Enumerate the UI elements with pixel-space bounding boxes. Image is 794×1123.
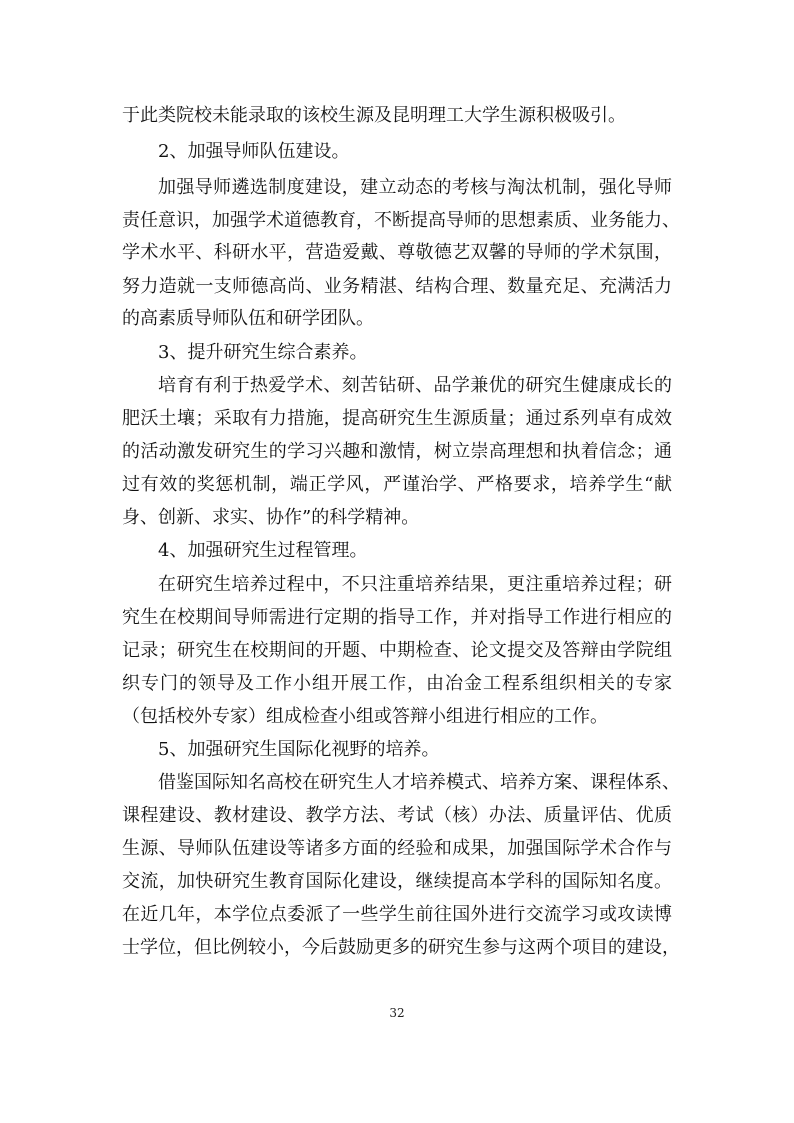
text-line: 借鉴国际知名高校在研究生人才培养模式、培养方案、课程体系、 <box>158 772 680 793</box>
text-line: 生源、导师队伍建设等诸多方面的经验和成果，加强国际学术合作与 <box>122 838 672 859</box>
text-line: 在近几年，本学位点委派了一些学生前往国外进行交流学习或攻读博 <box>122 904 672 925</box>
text-line: 究生在校期间导师需进行定期的指导工作，并对指导工作进行相应的 <box>122 607 672 628</box>
text-line: （包括校外专家）组成检查小组或答辩小组进行相应的工作。 <box>122 706 608 727</box>
text-line: 在研究生培养过程中，不只注重培养结果，更注重培养过程；研 <box>158 574 672 595</box>
text-line: 学术水平、科研水平，营造爱戴、尊敬德艺双馨的导师的学术氛围， <box>122 242 672 263</box>
section-heading: 3、提升研究生综合素养。 <box>158 342 368 363</box>
section-heading: 2、加强导师队伍建设。 <box>158 141 350 162</box>
text-line: 课程建设、教材建设、教学方法、考试（核）办法、质量评估、优质 <box>122 805 672 826</box>
section-heading: 4、加强研究生过程管理。 <box>158 540 368 561</box>
text-line: 加强导师遴选制度建设，建立动态的考核与淘汰机制，强化导师 <box>158 177 672 198</box>
text-line: 于此类院校未能录取的该校生源及昆明理工大学生源积极吸引。 <box>122 105 626 126</box>
text-line: 织专门的领导及工作小组开展工作，由冶金工程系组织相关的专家 <box>122 673 672 694</box>
text-line: 记录；研究生在校期间的开题、中期检查、论文提交及答辩由学院组 <box>122 640 672 661</box>
text-line: 的高素质导师队伍和研学团队。 <box>122 308 374 329</box>
text-line: 肥沃土壤；采取有力措施，提高研究生生源质量；通过系列卓有成效 <box>122 408 672 429</box>
text-line: 士学位，但比例较小，今后鼓励更多的研究生参与这两个项目的建设， <box>122 937 680 958</box>
text-line: 过有效的奖惩机制，端正学风，严谨治学、严格要求，培养学生“献 <box>122 474 672 495</box>
text-line: 努力造就一支师德高尚、业务精湛、结构合理、数量充足、充满活力 <box>122 276 672 297</box>
text-line: 培育有利于热爱学术、刻苦钻研、品学兼优的研究生健康成长的 <box>158 375 672 396</box>
section-heading: 5、加强研究生国际化视野的培养。 <box>158 739 440 760</box>
text-line: 的活动激发研究生的学习兴趣和激情，树立崇高理想和执着信念；通 <box>122 441 672 462</box>
text-line: 交流，加快研究生教育国际化建设，继续提高本学科的国际知名度。 <box>122 871 672 892</box>
text-line: 身、创新、求实、协作”的科学精神。 <box>122 507 420 528</box>
text-line: 责任意识，加强学术道德教育，不断提高导师的思想素质、业务能力、 <box>122 210 680 231</box>
page-number: 32 <box>389 1006 405 1020</box>
